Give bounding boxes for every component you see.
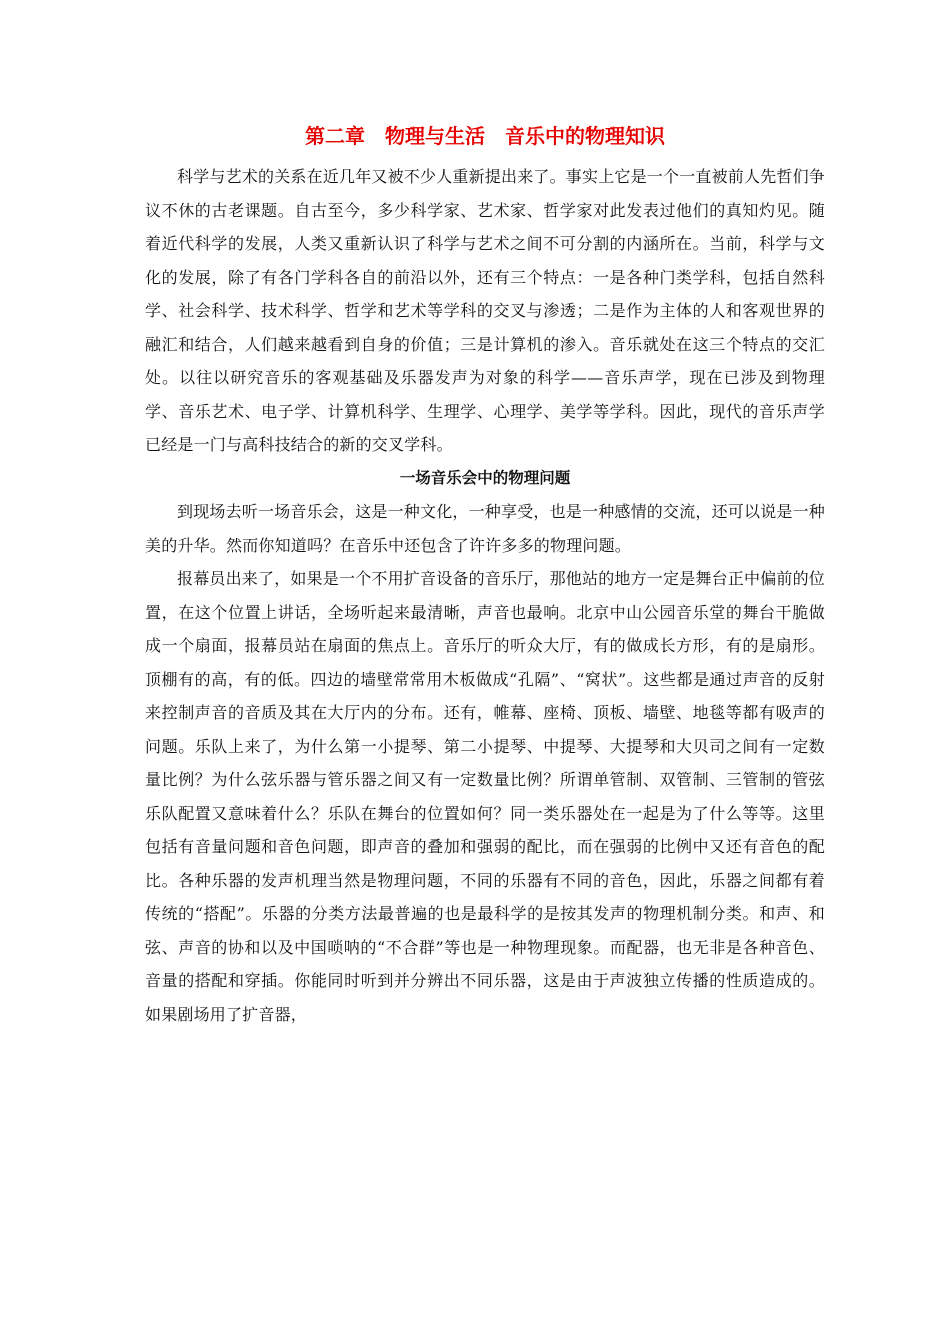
section-paragraph-1: 到现场去听一场音乐会，这是一种文化，一种享受，也是一种感情的交流，还可以说是一种美的升华。然而你知道吗？在音乐中还包含了许许多多的物理问题。 xyxy=(145,502,826,555)
document-page xyxy=(145,120,825,1031)
intro-paragraph: 科学与艺术的关系在近几年又被不少人重新提出来了。事实上它是一个一直被前人先哲们争议不休的古老课题。自古至今，多少科学家、艺术家、哲学家对此发表过他们的真知灼见。随着近代科学的发展，人类又重新认识了科学与艺术之间不可分割的内涵所在。当前，科学与文化的发展，除了有各门学科各自的前沿以外，还有三个特点：一是各种门类学科，包括自然科学、社会科学、技术科学、哲学和艺术等学科的交叉与渗透；二是作为主体的人和客观世界的融汇和结合，人们越来越看到自身的价值；三是计算机的渗入。音乐就处在这三个特点的交汇处。以往以研究音乐的客观基础及乐器发声为对象的科学——音乐声学，现在已涉及到物理学、音乐艺术、电子学、计算机科学、生理学、心理学、美学等学科。因此，现代的音乐声学已经是一门与高科技结合的新的交叉学科。 xyxy=(145,167,826,454)
section-title: 一场音乐会中的物理问题 xyxy=(399,468,571,487)
section-paragraph-2: 报幕员出来了，如果是一个不用扩音设备的音乐厅，那他站的地方一定是舞台正中偏前的位置，在这个位置上讲话，全场听起来最清晰，声音也最响。北京中山公园音乐堂的舞台干脆做成一个扇面，报幕员站在扇面的焦点上。音乐厅的听众大厅，有的做成长方形，有的是扇形。顶棚有的高，有的低。四边的墙壁常常用木板做成“孔隔”、“窝状”。这些都是通过声音的反射来控制声音的音质及其在大厅内的分布。还有，帷幕、座椅、顶板、墙壁、地毯等都有吸声的问题。乐队上来了，为什么第一小提琴、第二小提琴、中提琴、大提琴和大贝司之间有一定数量比例？为什么弦乐器与管乐器之间又有一定数量比例？所谓单管制、双管制、三管制的管弦乐队配置又意味着什么？乐队在舞台的位置如何？同一类乐器处在一起是为了什么等等。这里包括有音量问题和音色问题，即声音的叠加和强弱的配比，而在强弱的比例中又还有音色的配比。各种乐器的发声机理当然是物理问题，不同的乐器有不同的音色，因此，乐器之间都有着传统的“搭配”。乐器的分类方法最普遍的也是最科学的是按其发声的物理机制分类。和声、和弦、声音的协和以及中国唢呐的“不合群”等也是一种物理现象。而配器，也无非是各种音色、音量的搭配和穿插。你能同时听到并分辨出不同乐器，这是由于声波独立传播的性质造成的。如果剧场用了扩音器， xyxy=(145,569,826,1024)
chapter-title: 第二章 物理与生活 音乐中的物理知识 xyxy=(305,124,665,148)
